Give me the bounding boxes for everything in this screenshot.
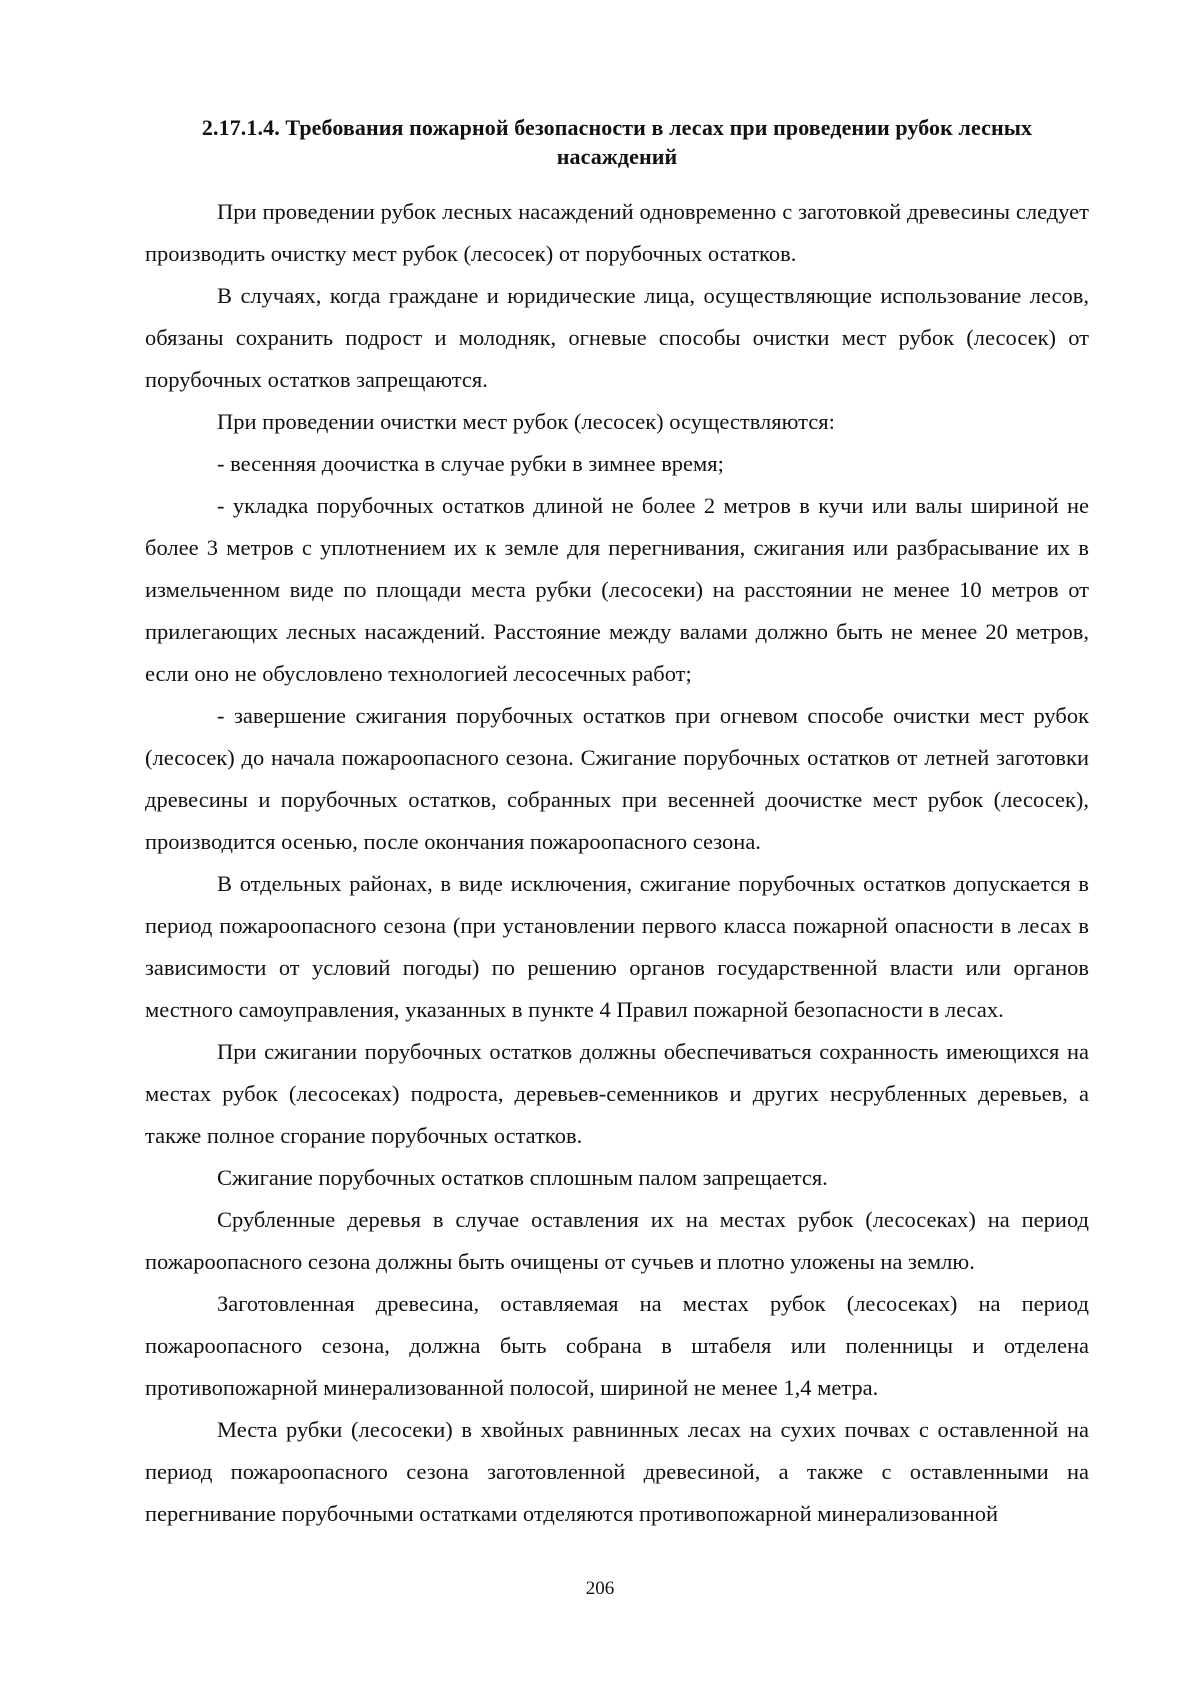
paragraph: При проведении очистки мест рубок (лесосек) осуществляются: <box>217 409 835 434</box>
document-body <box>145 191 1089 1535</box>
paragraph: Места рубки (лесосеки) в хвойных равнинных лесах на сухих почвах с оставленной на период пожароопасного сезона заготовленной древесиной, а также с оставленными на перегнивание порубочными остатками отделяются противопожарной минерализованной <box>145 1417 1089 1526</box>
list-item: - весенняя доочистка в случае рубки в зимнее время; <box>217 451 724 476</box>
paragraph: При проведении рубок лесных насаждений одновременно с заготовкой древесины следует производить очистку мест рубок (лесосек) от порубочных остатков. <box>145 199 1089 266</box>
page-number: 206 <box>585 1578 615 1599</box>
section-heading: 2.17.1.4. Требования пожарной безопасности в лесах при проведении рубок лесных насаждений <box>201 115 1033 169</box>
paragraph: Срубленные деревья в случае оставления их на местах рубок (лесосеках) на период пожароопасного сезона должны быть очищены от сучьев и плотно уложены на землю. <box>145 1207 1089 1274</box>
list-item: - укладка порубочных остатков длиной не более 2 метров в кучи или валы шириной не более 3 метров с уплотнением их к земле для перегнивания, сжигания или разбрасывание их в измельченном виде по площади места рубки (лесосеки) на расстоянии не менее 10 метров от прилегающих лесных насаждений. Расстояние между валами должно быть не менее 20 метров, если оно не обусловлено технологией лесосечных работ; <box>145 493 1089 686</box>
paragraph: При сжигании порубочных остатков должны обеспечиваться сохранность имеющихся на местах рубок (лесосеках) подроста, деревьев-семенников и других несрубленных деревьев, а также полное сгорание порубочных остатков. <box>145 1039 1089 1148</box>
paragraph: В отдельных районах, в виде исключения, сжигание порубочных остатков допускается в период пожароопасного сезона (при установлении первого класса пожарной опасности в лесах в зависимости от условий погоды) по решению органов государственной власти или органов местного самоуправления, указанных в пункте 4 Правил пожарной безопасности в лесах. <box>145 871 1089 1022</box>
list-item: - завершение сжигания порубочных остатков при огневом способе очистки мест рубок (лесосек) до начала пожароопасного сезона. Сжигание порубочных остатков от летней заготовки древесины и порубочных остатков, собранных при весенней доочистке мест рубок (лесосек), производится осенью, после окончания пожароопасного сезона. <box>145 703 1089 854</box>
paragraph: Сжигание порубочных остатков сплошным палом запрещается. <box>217 1165 828 1190</box>
paragraph: Заготовленная древесина, оставляемая на местах рубок (лесосеках) на период пожароопасного сезона, должна быть собрана в штабеля или поленницы и отделена противопожарной минерализованной полосой, шириной не менее 1,4 метра. <box>145 1291 1089 1400</box>
document-page <box>145 113 1089 1535</box>
paragraph: В случаях, когда граждане и юридические лица, осуществляющие использование лесов, обязаны сохранить подрост и молодняк, огневые способы очистки мест рубок (лесосек) от порубочных остатков запрещаются. <box>145 283 1089 392</box>
